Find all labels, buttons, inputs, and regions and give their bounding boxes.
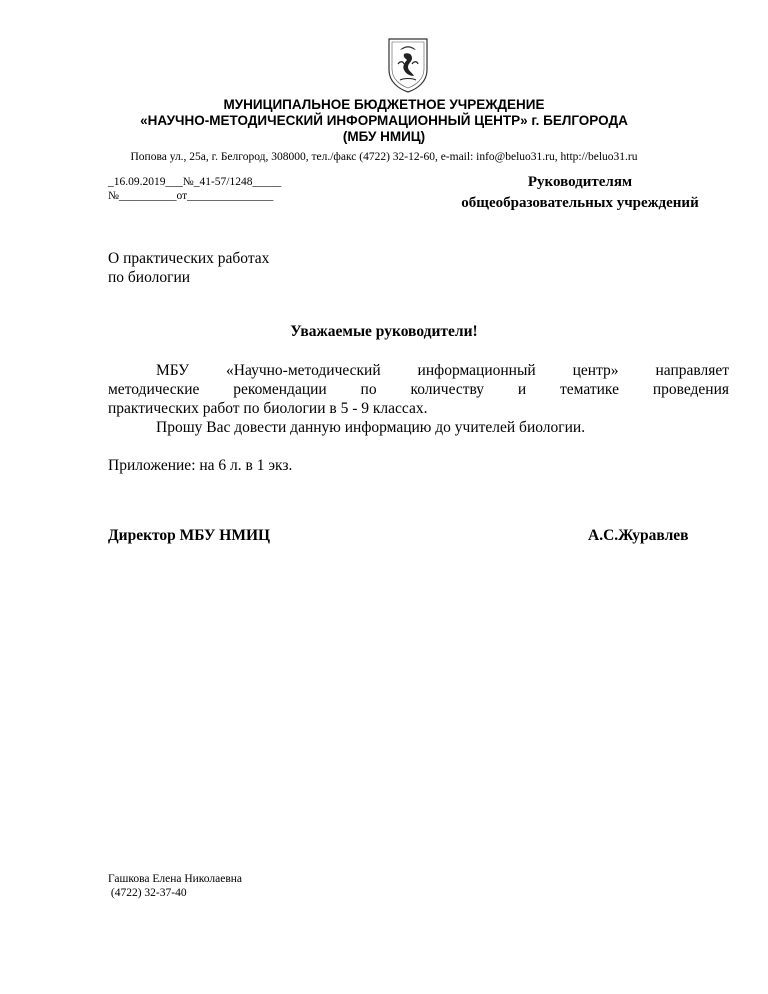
org-name-line-1: МУНИЦИПАЛЬНОЕ БЮДЖЕТНОЕ УЧРЕЖДЕНИЕ	[223, 97, 545, 112]
body-paragraph-1-line-3: практических работ по биологии в 5 - 9 классах.	[108, 400, 428, 417]
attachment-note: Приложение: на 6 л. в 1 экз.	[108, 457, 293, 474]
org-name-line-2: «НАУЧНО-МЕТОДИЧЕСКИЙ ИНФОРМАЦИОННЫЙ ЦЕНТР» г. БЕЛГОРОДА	[140, 113, 628, 128]
executor-phone: (4722) 32-37-40	[108, 887, 187, 899]
coat-of-arms-icon	[386, 36, 430, 94]
body-paragraph-1-line-2: методические рекомендации по количеству и тематике проведения	[108, 381, 729, 398]
org-abbreviation: (МБУ НМИЦ)	[342, 129, 426, 144]
subject-line-1: О практических работах	[108, 250, 270, 267]
body-paragraph-2: Прошу Вас довести данную информацию до учителей биологии.	[156, 419, 586, 436]
signature-position: Директор МБУ НМИЦ	[108, 527, 271, 544]
subject-line-2: по биологии	[108, 269, 191, 286]
greeting: Уважаемые руководители!	[290, 323, 478, 340]
signature-name: А.С.Журавлев	[588, 527, 689, 544]
executor-name: Гашкова Елена Николаевна	[108, 873, 243, 885]
recipient-line-2: общеобразовательных учреждений	[461, 195, 699, 211]
registration-number: _16.09.2019___№_41-57/1248_____	[108, 176, 282, 188]
body-paragraph-1-line-1: МБУ «Научно-методический информационный центр» направляет	[156, 362, 729, 379]
org-address: Попова ул., 25а, г. Белгород, 308000, тел./факс (4722) 32-12-60, e-mail: info@beluo31.ru, http://beluo31.ru	[130, 151, 638, 163]
reference-number: №__________от_______________	[108, 190, 274, 202]
recipient-line-1: Руководителям	[527, 174, 633, 190]
